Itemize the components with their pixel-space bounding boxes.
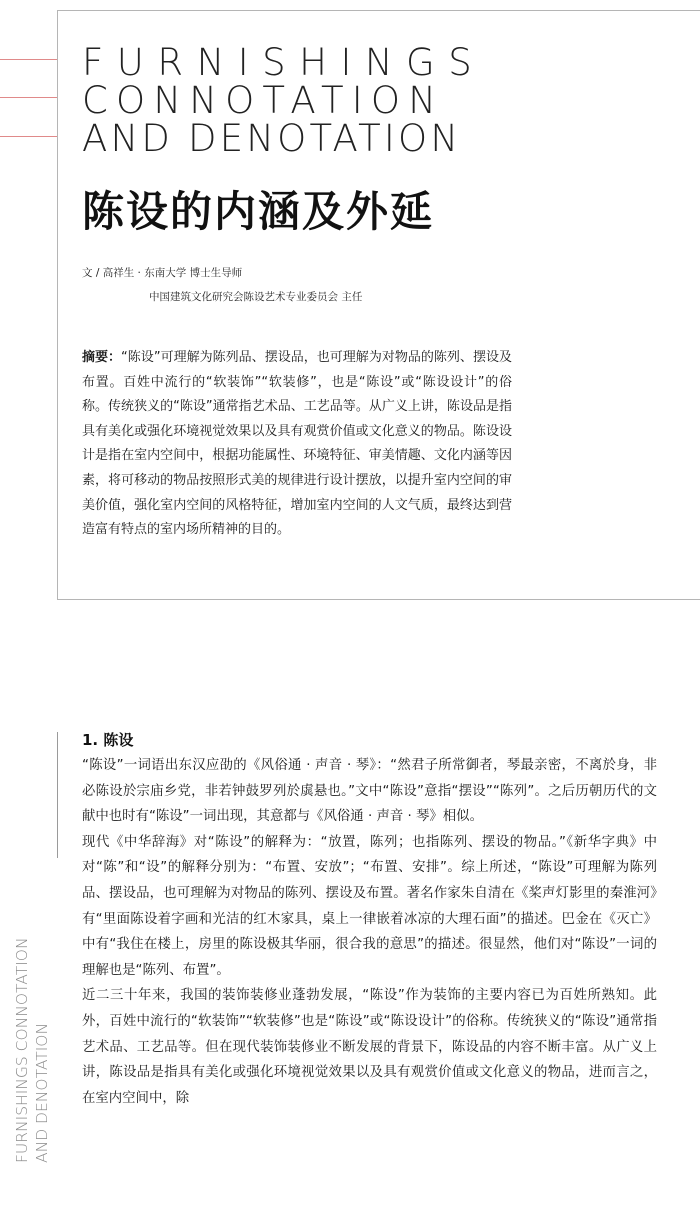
author-line-1: 文 / 高祥生 · 东南大学 博士生导师 <box>82 267 243 279</box>
english-title <box>82 41 486 160</box>
abstract <box>82 346 512 543</box>
accent-line-2 <box>0 97 57 98</box>
english-title-line: AND DENOTATION <box>82 117 462 160</box>
english-title-line: FURNISHINGS <box>82 41 486 84</box>
body-paragraph: 近二三十年来，我国的装饰装修业蓬勃发展，“陈设”作为装饰的主要内容已为百姓所熟知。此外，百姓中流行的“软装饰”“软装修”也是“陈设”或“陈设设计”的俗称。传统狭义的“陈设”通常指艺术品、工艺品等。但在现代装饰装修业不断发展的背景下，陈设品的内容不断丰富。从广义上讲，陈设品是指具有美化或强化环境视觉效果以及具有观赏价值或文化意义的物品，进而言之，在室内空间中，除 <box>82 988 657 1106</box>
accent-line-1 <box>0 59 57 60</box>
section-rule <box>57 732 58 858</box>
accent-line-3 <box>0 136 57 137</box>
body-text <box>82 753 657 1111</box>
abstract-text: “陈设”可理解为陈列品、摆设品，也可理解为对物品的陈列、摆设及布置。百姓中流行的“软装饰”“软装修”，也是“陈设”或“陈设设计”的俗称。传统狭义的“陈设”通常指艺术品、工艺品等。从广义上讲，陈设品是指具有美化或强化环境视觉效果以及具有观赏价值或文化意义的物品。陈设设计是指在室内空间中，根据功能属性、环境特征、审美情趣、文化内涵等因素，将可移动的物品按照形式美的规律进行设计摆放，以提升室内空间的审美价值，强化室内空间的风格特征，增加室内空间的人文气质，最终达到营造富有特点的室内场所精神的目的。 <box>82 350 512 538</box>
section-heading: 1. 陈设 <box>82 731 134 749</box>
english-title-line: CONNOTATION <box>82 79 445 122</box>
author-credit <box>82 261 362 309</box>
side-label <box>12 937 62 1163</box>
author-line-2: 中国建筑文化研究会陈设艺术专业委员会 主任 <box>149 291 363 303</box>
side-label-line: AND DENOTATION <box>33 1022 51 1163</box>
abstract-label: 摘要： <box>82 350 122 365</box>
chinese-title: 陈设的内涵及外延 <box>82 187 435 236</box>
body-paragraph: “陈设”一词语出东汉应劭的《风俗通 · 声音 · 琴》：“然君子所常御者，琴最亲密，不离於身，非必陈设於宗庙乡党，非若钟鼓罗列於虡悬也。”文中“陈设”意指“摆设”“陈列”。之后历朝历代的文献中也时有“陈设”一词出现，其意都与《风俗通 · 声音 · 琴》相似。 <box>82 758 657 825</box>
body-paragraph: 现代《中华辞海》对“陈设”的解释为：“放置，陈列；也指陈列、摆设的物品。”《新华字典》中对“陈”和“设”的解释分别为：“布置、安放”；“布置、安排”。综上所述，“陈设”可理解为陈列品、摆设品，也可理解为对物品的陈列、摆设及布置。著名作家朱自清在《桨声灯影里的秦淮河》有“里面陈设着字画和光洁的红木家具，桌上一律嵌着冰凉的大理石面”的描述。巴金在《灭亡》中有“我住在楼上，房里的陈设极其华丽，很合我的意思”的描述。很显然，他们对“陈设”一词的理解也是“陈列、布置”。 <box>82 834 657 978</box>
side-label-line: FURNISHINGS CONNOTATION <box>13 937 31 1163</box>
